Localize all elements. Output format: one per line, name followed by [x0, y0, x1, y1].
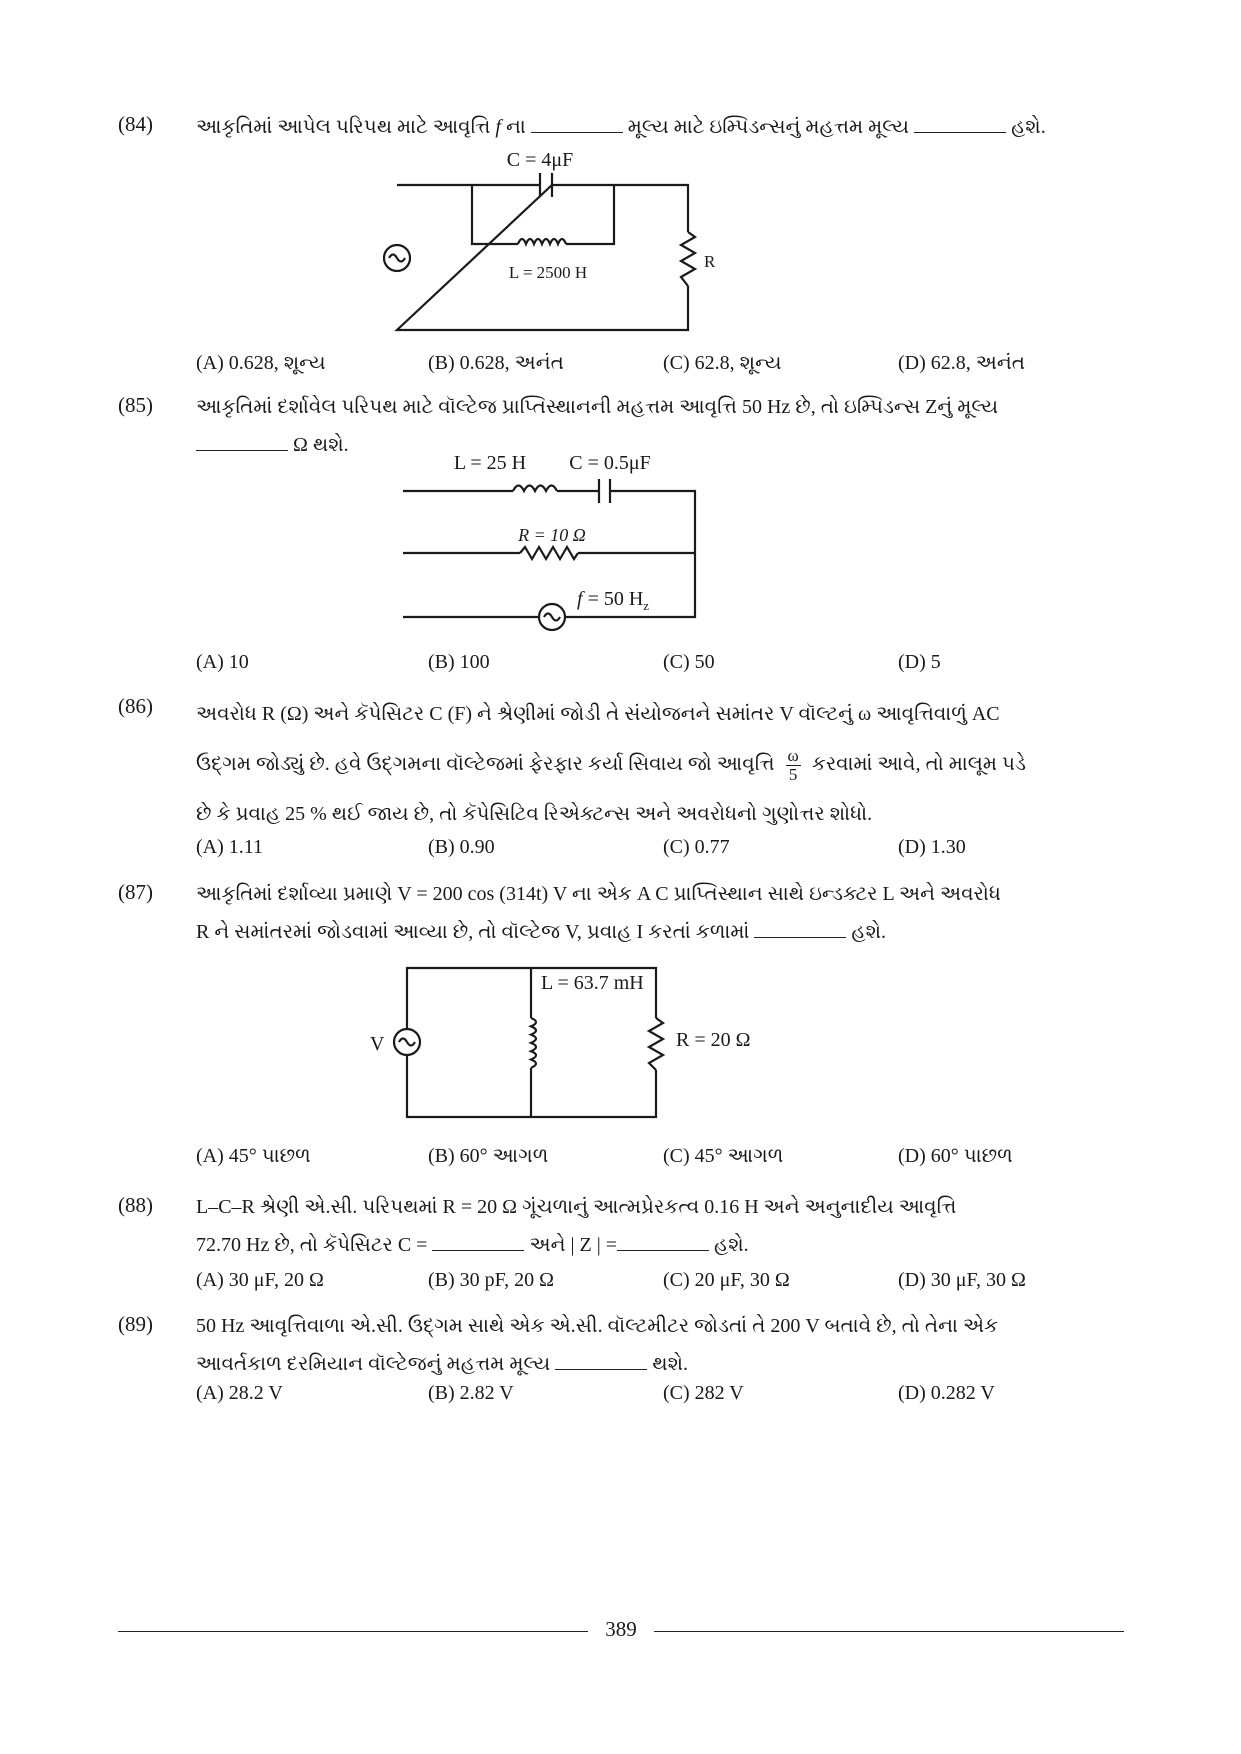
source-label: V	[370, 1033, 385, 1055]
question-number: (85)	[118, 393, 153, 417]
question-text: આકૃતિમાં દર્શાવ્યા પ્રમાણે V = 200 cos (314t) V ના એક A C પ્રાપ્તિસ્થાન સાથે ઇન્ડક્ટર L અને અવરોધ R ને સમાંતરમાં જોડવામાં આવ્યા છે, તો વૉલ્ટેજ V, પ્રવાહ I કરતાં કળામાં હશે.	[196, 883, 1001, 943]
question-text: L–C–R શ્રેણી એ.સી. પરિપથમાં R = 20 Ω ગૂંચળાનું આત્મપ્રેરકત્વ 0.16 H અને અનુનાદીય આવૃત્તિ 72.70 Hz છે, તો કૅપેસિટર C = અને | Z | = હશે.	[196, 1196, 957, 1256]
question-number: (87)	[118, 880, 153, 904]
option-c[interactable]: (C) 20 μF, 30 Ω	[663, 1269, 790, 1291]
answer-blank	[617, 1250, 709, 1251]
option-a[interactable]: (A) 1.11	[196, 836, 264, 858]
inductor-label: L = 25 H	[453, 452, 527, 474]
option-b[interactable]: (B) 0.628, અનંત	[428, 352, 564, 374]
option-d[interactable]: (D) 60° પાછળ	[898, 1145, 1013, 1167]
option-a[interactable]: (A) 10	[196, 651, 249, 673]
option-a[interactable]: (A) 0.628, શૂન્ય	[196, 352, 326, 374]
source-label: f = 50 $H_z$	[577, 588, 650, 613]
option-c[interactable]: (C) 0.77	[663, 836, 730, 858]
answer-blank	[555, 1369, 647, 1370]
capacitor-label: C = 0.5μF	[569, 452, 651, 474]
page-number: 389	[605, 1617, 637, 1641]
formula: V = 200 cos (314t)	[397, 883, 549, 905]
option-a[interactable]: (A) 45° પાછળ	[196, 1145, 311, 1167]
option-a[interactable]: (A) 28.2 V	[196, 1382, 283, 1404]
option-c[interactable]: (C) 50	[663, 651, 715, 673]
resistor-label: R = 10 Ω	[518, 525, 586, 545]
capacitor-label: C = 4μF	[506, 149, 574, 171]
answer-blank	[432, 1250, 524, 1251]
option-c[interactable]: (C) 62.8, શૂન્ય	[663, 352, 782, 374]
fraction: $\frac{\omega}{5}$	[787, 746, 799, 784]
inductor-label: L = 63.7 mH	[541, 972, 644, 994]
question-text: આકૃતિમાં દર્શાવેલ પરિપથ માટે વૉલ્ટેજ પ્રાપ્તિસ્થાનની મહત્તમ આવૃત્તિ 50 Hz છે, તો ઇમ્પિડન્સ Zનું મૂલ્ય Ω થશે.	[196, 396, 999, 456]
option-d[interactable]: (D) 5	[898, 651, 941, 673]
question-text: 50 Hz આવૃત્તિવાળા એ.સી. ઉદ્‌ગમ સાથે એક એ.સી. વૉલ્ટમીટર જોડતાં તે 200 V બતાવે છે, તો તેના એક આવર્તકાળ દરમિયાન વૉલ્ટેજનું મહત્તમ મૂલ્ય થશે.	[196, 1315, 999, 1375]
question-number: (84)	[118, 112, 153, 136]
option-c[interactable]: (C) 45° આગળ	[663, 1145, 784, 1167]
option-d[interactable]: (D) 62.8, અનંત	[898, 352, 1026, 374]
option-a[interactable]: (A) 30 μF, 20 Ω	[196, 1269, 324, 1291]
question-number: (88)	[118, 1193, 153, 1217]
inductor-label: L = 2500 H	[508, 263, 588, 282]
option-d[interactable]: (D) 1.30	[898, 836, 966, 858]
option-b[interactable]: (B) 2.82 V	[428, 1382, 514, 1404]
question-text: અવરોધ R (Ω) અને કૅપેસિટર C (F) ને શ્રેણીમાં જોડી તે સંયોજનને સમાંતર V વૉલ્ટનું ω આવૃત્તિવાળું AC ઉદ્‌ગમ જોડ્યું છે. હવે ઉદ્‌ગમના વૉલ્ટેજમાં ફેરફાર કર્યા સિવાય જો આવૃત્તિ $\frac{\omega}{5}$ કરવામાં આવે, તો માલૂમ પડે છે કે પ્રવાહ 25 % થઈ જાય છે, તો કૅપેસિટિવ રિએક્ટન્સ અને અવરોધનો ગુણોત્તર શોધો.	[196, 703, 1026, 825]
question-number: (89)	[118, 1312, 153, 1336]
option-b[interactable]: (B) 0.90	[428, 836, 495, 858]
option-b[interactable]: (B) 30 pF, 20 Ω	[428, 1269, 555, 1291]
footer-divider-left	[118, 1631, 588, 1632]
question-number: (86)	[118, 694, 153, 718]
option-d[interactable]: (D) 30 μF, 30 Ω	[898, 1269, 1026, 1291]
resistor-label: R = 20 Ω	[676, 1029, 751, 1051]
option-b[interactable]: (B) 60° આગળ	[428, 1145, 549, 1167]
option-c[interactable]: (C) 282 V	[663, 1382, 744, 1404]
footer-divider-right	[654, 1631, 1124, 1632]
option-b[interactable]: (B) 100	[428, 651, 490, 673]
resistor-label: R	[704, 252, 716, 271]
option-d[interactable]: (D) 0.282 V	[898, 1382, 995, 1404]
question-text: આકૃતિમાં આપેલ પરિપથ માટે આવૃત્તિ f ના મૂલ્ય માટે ઇમ્પિડન્સનું મહત્તમ મૂલ્ય હશે.	[196, 116, 1046, 138]
